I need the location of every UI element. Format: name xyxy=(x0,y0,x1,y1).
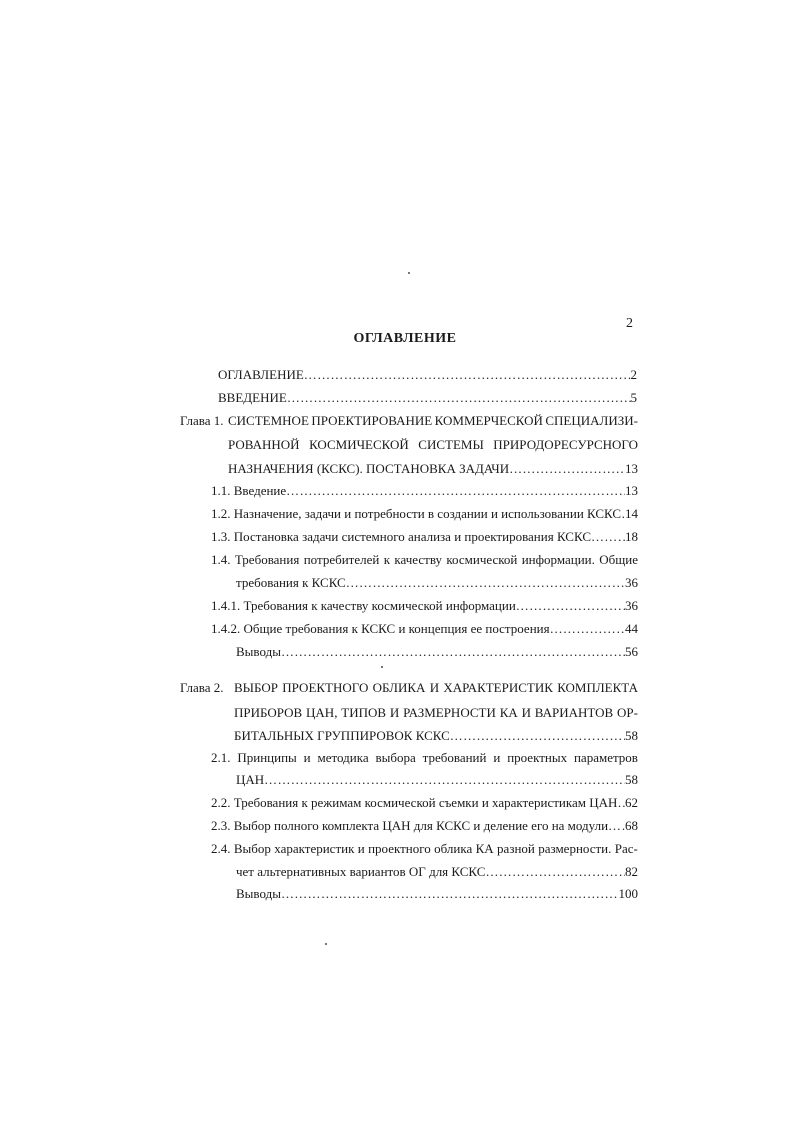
leader-dots xyxy=(281,886,619,902)
leader-dots xyxy=(450,728,625,744)
toc-entry-title: ВВЕДЕНИЕ xyxy=(218,390,287,405)
word: характеристик xyxy=(274,841,355,856)
leader-dots xyxy=(608,818,625,834)
toc-entry-conclusions-2 xyxy=(236,886,638,902)
word: выбора xyxy=(375,750,416,765)
word: потребителей xyxy=(303,552,380,567)
scan-speck xyxy=(325,943,327,945)
toc-entry-title: 2.3. Выбор полного комплекта ЦАН для КСКС и деление его на модули xyxy=(211,818,609,833)
toc-entry-1-4-2 xyxy=(211,621,638,637)
word: ПРИБОРОВ xyxy=(234,705,303,720)
word: и xyxy=(357,841,365,856)
word: ЦАН, xyxy=(306,705,338,720)
chapter-2-prefix: Глава 2. xyxy=(180,680,224,695)
word: облика xyxy=(434,841,473,856)
word: КА xyxy=(475,841,494,856)
leader-dots xyxy=(550,621,625,637)
chapter-1-title-line-1 xyxy=(228,413,638,429)
toc-entry-title: БИТАЛЬНЫХ ГРУППИРОВОК КСКС xyxy=(234,728,450,743)
word: и xyxy=(303,750,311,765)
word: РАЗМЕРНОСТИ xyxy=(403,705,496,720)
word: ХАРАКТЕРИСТИК xyxy=(443,680,553,695)
leader-dots xyxy=(617,795,625,811)
word: И xyxy=(521,705,531,720)
word: ОР- xyxy=(617,705,638,720)
word: параметров xyxy=(573,750,638,765)
chapter-1-title-line-2 xyxy=(228,437,638,453)
toc-entry-page: 82 xyxy=(625,864,638,879)
toc-entry-page: 5 xyxy=(630,390,637,405)
leader-dots xyxy=(516,598,625,614)
word: 2.1. xyxy=(211,750,231,765)
word: качеству xyxy=(394,552,443,567)
toc-entry-1-4-line-1 xyxy=(211,552,638,568)
toc-entry-page: 62 xyxy=(625,795,638,810)
word: разной xyxy=(497,841,535,856)
toc-entry-vvedenie xyxy=(218,390,637,406)
word: КОММЕРЧЕСКОЙ xyxy=(434,413,543,428)
toc-entry-page: 58 xyxy=(625,772,638,787)
toc-entry-title: ОГЛАВЛЕНИЕ xyxy=(218,367,304,382)
toc-entry-1-1 xyxy=(211,483,638,499)
page-number: 2 xyxy=(626,316,633,331)
toc-entry-title: ЦАН xyxy=(236,772,265,787)
word: требований xyxy=(422,750,487,765)
leader-dots xyxy=(264,772,625,788)
toc-entry-page: 56 xyxy=(625,644,638,659)
toc-entry-title: чет альтернативных вариантов ОГ для КСКС xyxy=(236,864,486,879)
toc-entry-page: 36 xyxy=(625,598,638,613)
chapter-2-title-line-1 xyxy=(234,680,638,696)
toc-entry-1-2 xyxy=(211,506,638,522)
toc-entry-2-4-line-1 xyxy=(211,841,638,857)
toc-entry-title: Выводы xyxy=(236,644,281,659)
word: РОВАННОЙ xyxy=(228,437,300,452)
word: КОМПЛЕКТА xyxy=(557,680,638,695)
word: 1.4. xyxy=(211,552,231,567)
leader-dots xyxy=(485,864,625,880)
word: космической xyxy=(446,552,518,567)
toc-entry-page: 13 xyxy=(625,461,638,476)
toc-entry-page: 36 xyxy=(625,575,638,590)
toc-entry-page: 68 xyxy=(625,818,638,833)
toc-heading: ОГЛАВЛЕНИЕ xyxy=(353,331,457,346)
word: 2.4. xyxy=(211,841,231,856)
toc-entry-2-1-line-1 xyxy=(211,750,638,766)
toc-entry-2-4-line-2 xyxy=(236,864,638,880)
word: И xyxy=(389,705,400,720)
chapter-1-title-line-3 xyxy=(228,461,638,477)
word: Общие xyxy=(599,552,638,567)
toc-entry-2-3 xyxy=(211,818,638,834)
toc-entry-title: НАЗНАЧЕНИЯ (КСКС). ПОСТАНОВКА ЗАДАЧИ xyxy=(228,461,510,476)
toc-entry-page: 13 xyxy=(625,483,638,498)
toc-entry-page: 44 xyxy=(625,621,638,636)
word: СИСТЕМЫ xyxy=(418,437,484,452)
word: И xyxy=(429,680,440,695)
word: КОСМИЧЕСКОЙ xyxy=(309,437,409,452)
leader-dots xyxy=(281,644,625,660)
toc-entry-1-4-1 xyxy=(211,598,638,614)
toc-entry-title: требования к КСКС xyxy=(236,575,346,590)
toc-entry-oglavlenie xyxy=(218,367,637,383)
toc-entry-title: 1.2. Назначение, задачи и потребности в создании и использовании КСКС xyxy=(211,506,622,521)
toc-entry-page: 2 xyxy=(630,367,637,382)
toc-entry-2-1-line-2 xyxy=(236,772,638,788)
word: КА xyxy=(499,705,518,720)
word: ПРОЕКТИРОВАНИЕ xyxy=(311,413,433,428)
word: ПРИРОДОРЕСУРСНОГО xyxy=(493,437,638,452)
leader-dots xyxy=(591,529,625,545)
word: ТИПОВ xyxy=(341,705,387,720)
toc-entry-1-3 xyxy=(211,529,638,545)
toc-entry-conclusions-1 xyxy=(236,644,638,660)
word: проектных xyxy=(507,750,568,765)
word: методика xyxy=(317,750,369,765)
leader-dots xyxy=(509,461,625,477)
word: и xyxy=(493,750,501,765)
toc-entry-1-4-line-2 xyxy=(236,575,638,591)
word: проектного xyxy=(368,841,431,856)
word: ПРОЕКТНОГО xyxy=(282,680,369,695)
toc-entry-title: 1.3. Постановка задачи системного анализа и проектирования КСКС xyxy=(211,529,591,544)
toc-entry-title: 1.1. Введение xyxy=(211,483,287,498)
word: СИСТЕМНОЕ xyxy=(228,413,309,428)
toc-entry-page: 18 xyxy=(625,529,638,544)
toc-entry-title: Выводы xyxy=(236,886,281,901)
chapter-2-title-line-3 xyxy=(234,728,638,744)
toc-entry-2-2 xyxy=(211,795,638,811)
leader-dots xyxy=(346,575,625,591)
leader-dots xyxy=(286,483,625,499)
leader-dots xyxy=(304,367,631,383)
toc-entry-page: 58 xyxy=(625,728,638,743)
toc-entry-title: 1.4.2. Общие требования к КСКС и концепция ее построения xyxy=(211,621,550,636)
chapter-1-prefix: Глава 1. xyxy=(180,413,224,428)
word: Выбор xyxy=(233,841,271,856)
word: информации. xyxy=(521,552,595,567)
toc-entry-page: 14 xyxy=(625,506,638,521)
scan-speck xyxy=(381,666,383,668)
leader-dots xyxy=(287,390,631,406)
word: ВЫБОР xyxy=(234,680,279,695)
scan-speck xyxy=(408,272,410,274)
word: ОБЛИКА xyxy=(372,680,426,695)
word: к xyxy=(383,552,391,567)
word: Рас- xyxy=(614,841,638,856)
word: СПЕЦИАЛИЗИ- xyxy=(545,413,638,428)
word: Принципы xyxy=(237,750,297,765)
word: Требования xyxy=(234,552,300,567)
chapter-2-title-line-2 xyxy=(234,705,638,721)
toc-entry-title: 2.2. Требования к режимам космической съемки и характеристикам ЦАН xyxy=(211,795,618,810)
toc-entry-title: 1.4.1. Требования к качеству космической информации xyxy=(211,598,516,613)
word: ВАРИАНТОВ xyxy=(534,705,614,720)
word: размерности. xyxy=(538,841,612,856)
toc-entry-page: 100 xyxy=(618,886,638,901)
